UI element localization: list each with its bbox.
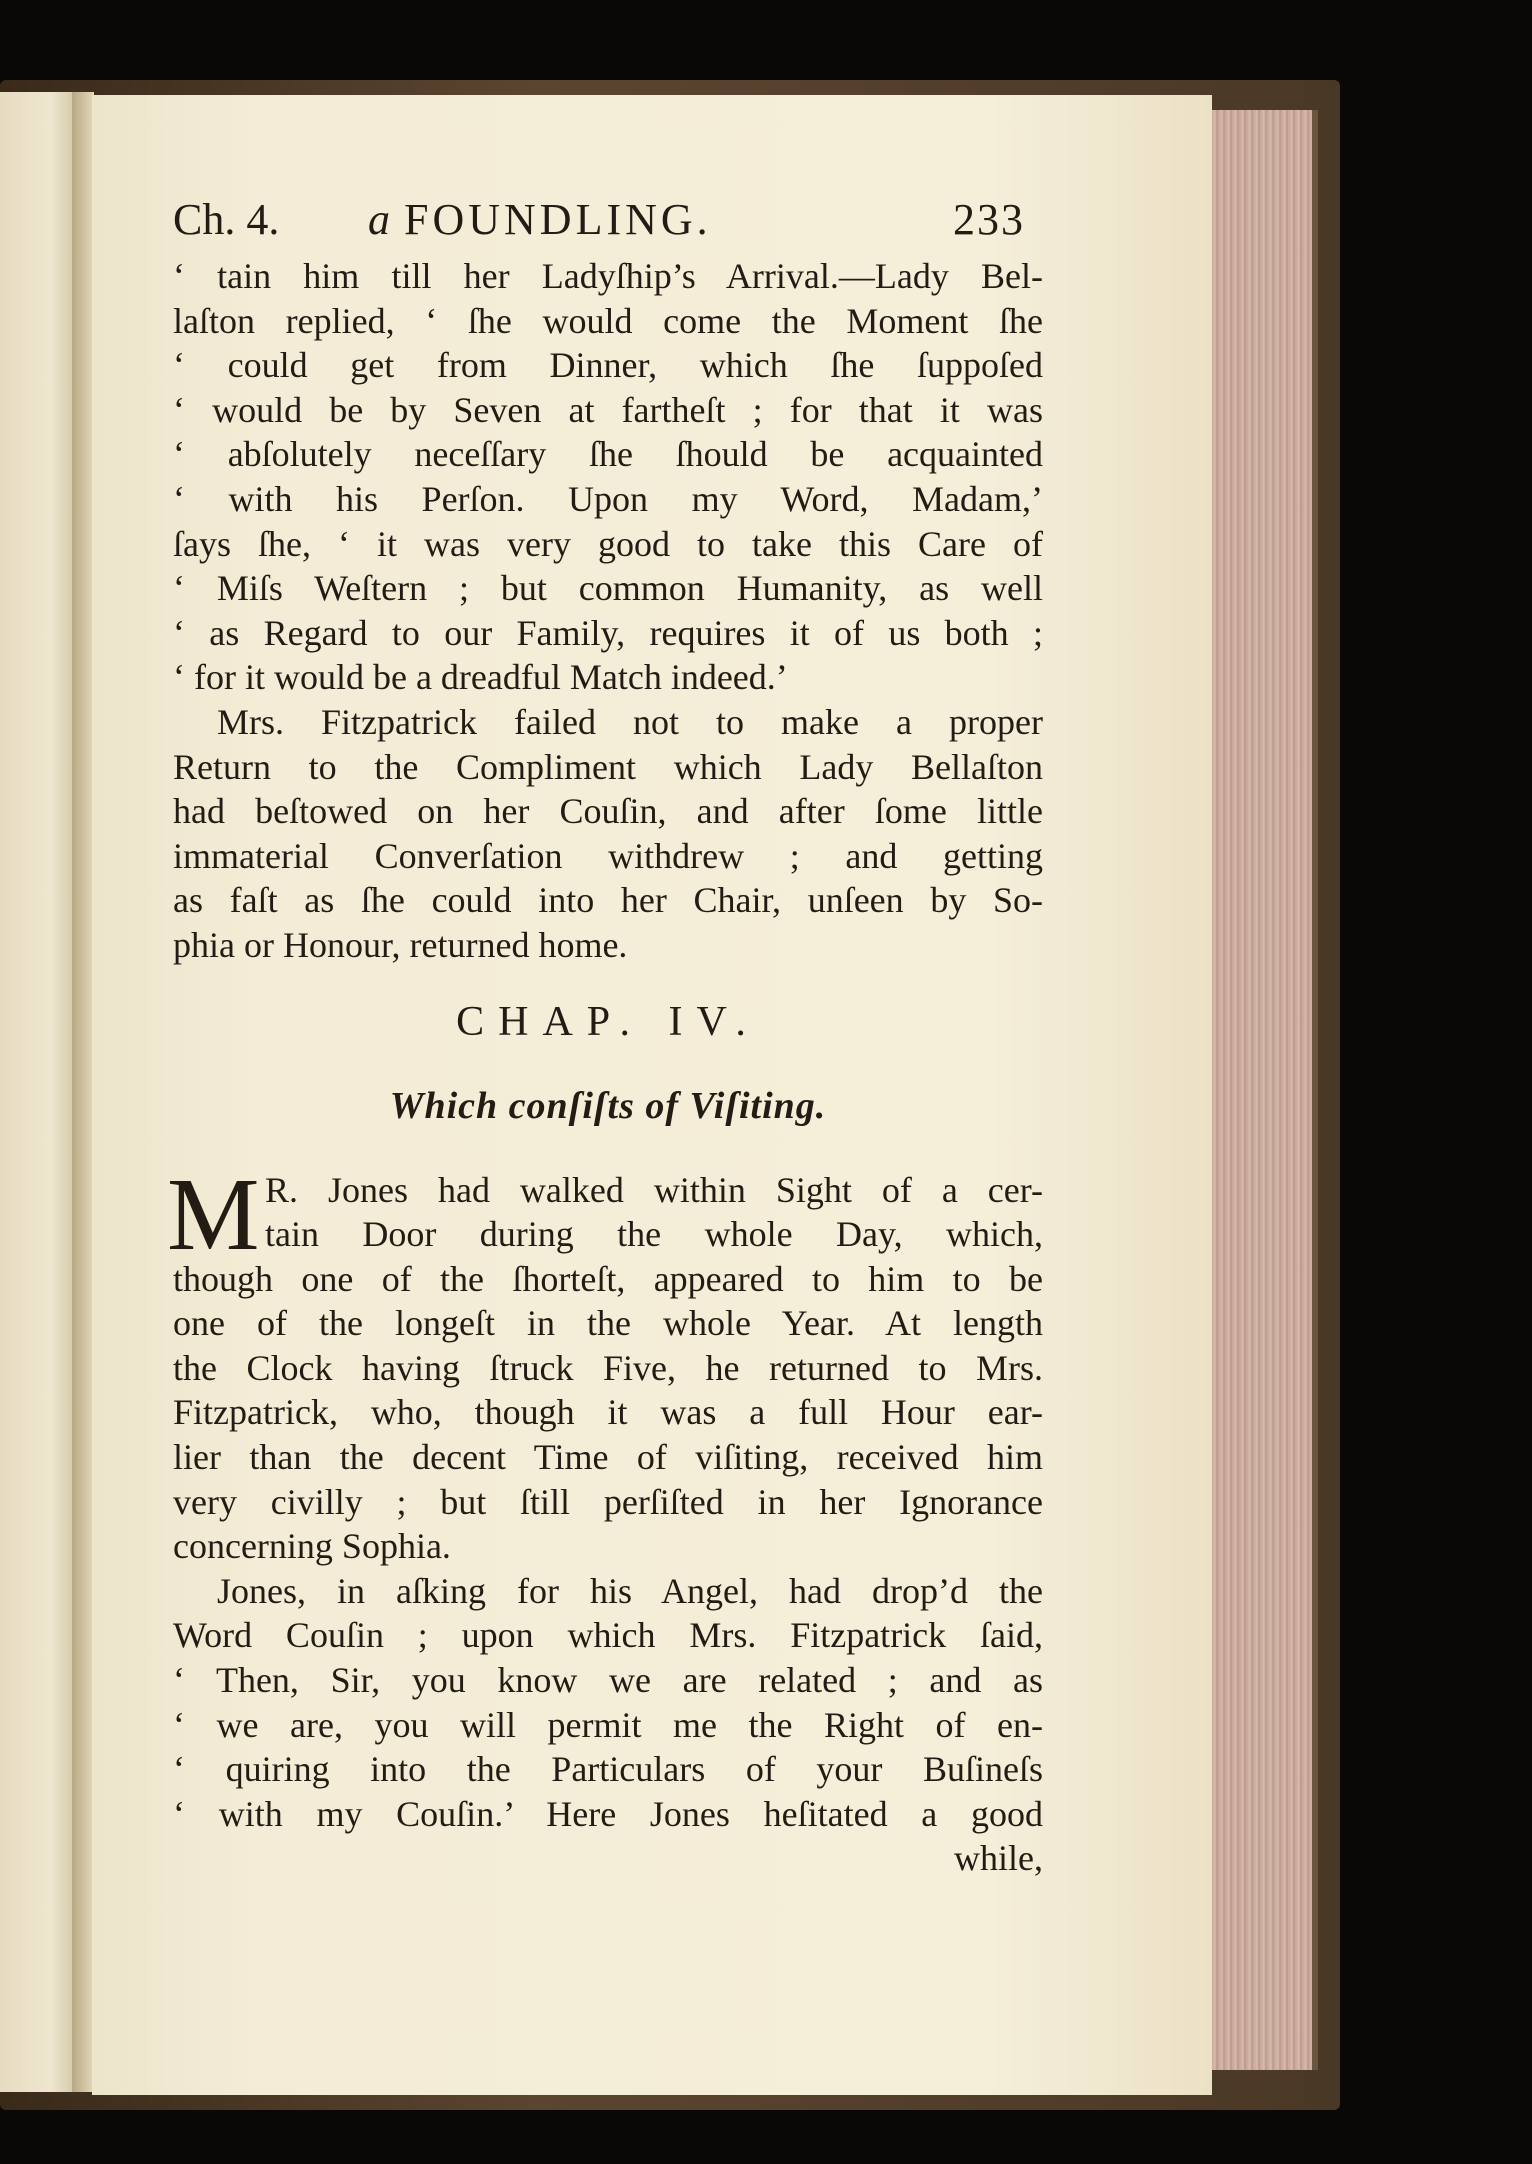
text-line: ‘ as Regard to our Family, requires it of us both ; xyxy=(173,612,1043,653)
text-line: had beſtowed on her Couſin, and after ſome little xyxy=(173,791,1043,832)
text-line: ſays ſhe, ‘ it was very good to take this Care of xyxy=(173,523,1043,564)
text-line: ‘ with his Perſon. Upon my Word, Madam,’ xyxy=(173,478,1043,519)
text-line: ‘ Then, Sir, you know we are related ; and as xyxy=(173,1660,1043,1701)
paragraph xyxy=(167,1156,1043,1569)
text-line: ‘ could get from Dinner, which ſhe ſuppoſed xyxy=(173,345,1043,386)
text-line: as faſt as ſhe could into her Chair, unſeen by So- xyxy=(173,880,1043,921)
text-line: Return to the Compliment which Lady Bellaſton xyxy=(173,746,1043,787)
page-number: 233 xyxy=(953,195,1025,244)
text-line: very civilly ; but ſtill perſiſted in her Ignorance xyxy=(173,1481,1043,1522)
catchword: while, xyxy=(954,1838,1043,1879)
text-line: immaterial Converſation withdrew ; and getting xyxy=(173,835,1043,876)
text-line: concerning Sophia. xyxy=(173,1526,451,1567)
drop-cap: M xyxy=(167,1156,260,1272)
chapter-heading: CHAP. IV. xyxy=(456,998,760,1045)
text-line: ‘ quiring into the Particulars of your Buſineſs xyxy=(173,1749,1043,1790)
text-line: ‘ would be by Seven at fartheſt ; for that it was xyxy=(173,389,1043,430)
text-line: R. Jones had walked within Sight of a cer- xyxy=(265,1169,1043,1210)
text-line: ‘ for it would be a dreadful Match indeed.’ xyxy=(173,657,788,698)
text-line: ‘ tain him till her Ladyſhip’s Arrival.—Lady Bel- xyxy=(173,256,1043,296)
text-line: ‘ abſolutely neceſſary ſhe ſhould be acquainted xyxy=(173,434,1043,475)
running-title xyxy=(368,190,712,250)
paragraph xyxy=(173,700,1043,968)
left-page-edge xyxy=(0,92,74,2092)
text-line: Mrs. Fitzpatrick failed not to make a proper xyxy=(217,701,1043,742)
text-line: ‘ we are, you will permit me the Right of en- xyxy=(173,1704,1043,1745)
text-line: lier than the decent Time of viſiting, received him xyxy=(173,1437,1043,1478)
continued-paragraph xyxy=(173,254,1043,700)
text-line: laſton replied, ‘ ſhe would come the Moment ſhe xyxy=(173,300,1043,341)
text-line: ‘ with my Couſin.’ Here Jones heſitated a good xyxy=(173,1793,1043,1834)
text-line: ‘ Miſs Weſtern ; but common Humanity, as well xyxy=(173,568,1043,609)
title-article: a xyxy=(368,195,390,244)
page-edges xyxy=(1212,110,1318,2070)
text-line: Fitzpatrick, who, though it was a full Hour ear- xyxy=(173,1392,1043,1433)
text-line: phia or Honour, returned home. xyxy=(173,924,628,965)
text-line: Jones, in aſking for his Angel, had drop’d the xyxy=(217,1570,1043,1611)
page-text xyxy=(167,190,1043,1881)
chapter-subtitle: Which conſiſts of Viſiting. xyxy=(389,1084,827,1127)
text-line: one of the longeſt in the whole Year. At length xyxy=(173,1303,1043,1344)
book-gutter xyxy=(72,92,94,2092)
chapter-reference: Ch. 4. xyxy=(173,195,280,244)
text-line: though one of the ſhorteſt, appeared to him to be xyxy=(173,1258,1043,1299)
text-line: Word Couſin ; upon which Mrs. Fitzpatrick ſaid, xyxy=(173,1615,1043,1656)
title-word: FOUNDLING. xyxy=(404,195,712,244)
running-header xyxy=(173,190,1043,254)
text-line: tain Door during the whole Day, which, xyxy=(265,1214,1043,1255)
text-line: the Clock having ſtruck Five, he returned to Mrs. xyxy=(173,1347,1043,1388)
paragraph xyxy=(173,1569,1043,1881)
